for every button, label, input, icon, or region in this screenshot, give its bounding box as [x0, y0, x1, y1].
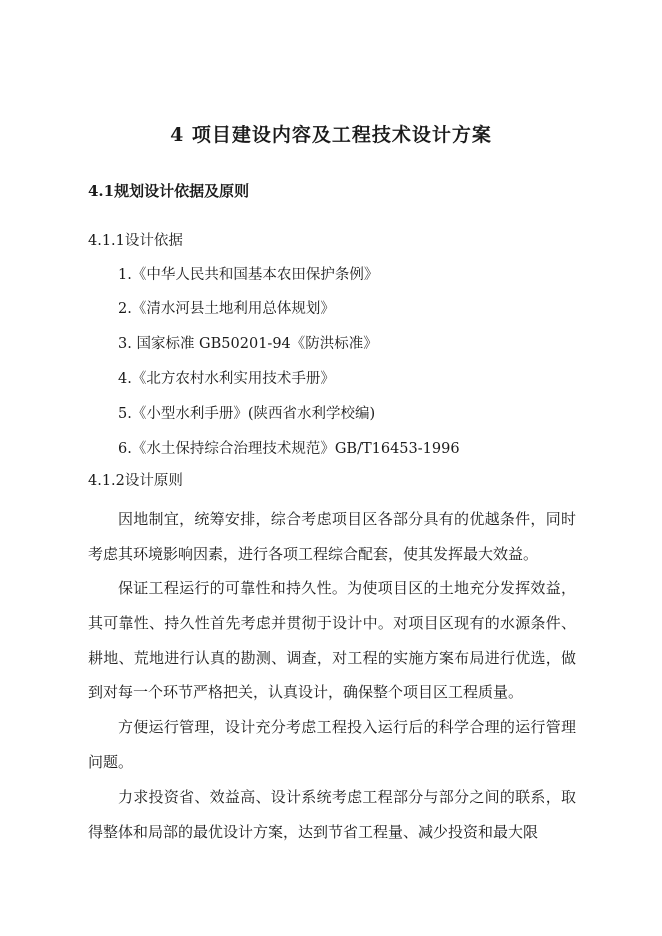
basis-item: 1.《中华人民共和国基本农田保护条例》 — [118, 267, 379, 283]
document-title: 4 项目建设内容及工程技术设计方案 — [170, 124, 492, 146]
basis-item: 2.《清水河县土地利用总体规划》 — [118, 301, 335, 317]
basis-item: 5.《小型水利手册》(陕西省水利学校编) — [118, 406, 376, 422]
principles-paragraph: 保证工程运行的可靠性和持久性。为使项目区的土地充分发挥效益，其可靠性、持久性首先考虑并贯彻于设计中。对项目区现有的水源条件、耕地、荒地进行认真的勘测、调查，对工程的实施方案布局进行优选，做到对每一个环节严格把关，认真设计，确保整个项目区工程质量。 — [88, 579, 576, 702]
section-heading: 4.1规划设计依据及原则 — [88, 182, 250, 200]
basis-item: 3. 国家标准 GB50201-94《防洪标准》 — [118, 336, 378, 352]
basis-item: 4.《北方农村水利实用技术手册》 — [118, 371, 335, 387]
principles-paragraph: 力求投资省、效益高、设计系统考虑工程部分与部分之间的联系，取得整体和局部的最优设计方案，达到节省工程量、减少投资和最大限 — [88, 788, 576, 841]
principles-paragraph: 因地制宜，统筹安排，综合考虑项目区各部分具有的优越条件，同时考虑其环境影响因素，进行各项工程综合配套，使其发挥最大效益。 — [88, 510, 576, 563]
principles-heading: 4.1.2设计原则 — [88, 473, 183, 489]
basis-item: 6.《水土保持综合治理技术规范》GB/T16453-1996 — [118, 441, 460, 457]
basis-heading: 4.1.1设计依据 — [88, 233, 183, 249]
principles-paragraph: 方便运行管理，设计充分考虑工程投入运行后的科学合理的运行管理问题。 — [88, 718, 576, 771]
